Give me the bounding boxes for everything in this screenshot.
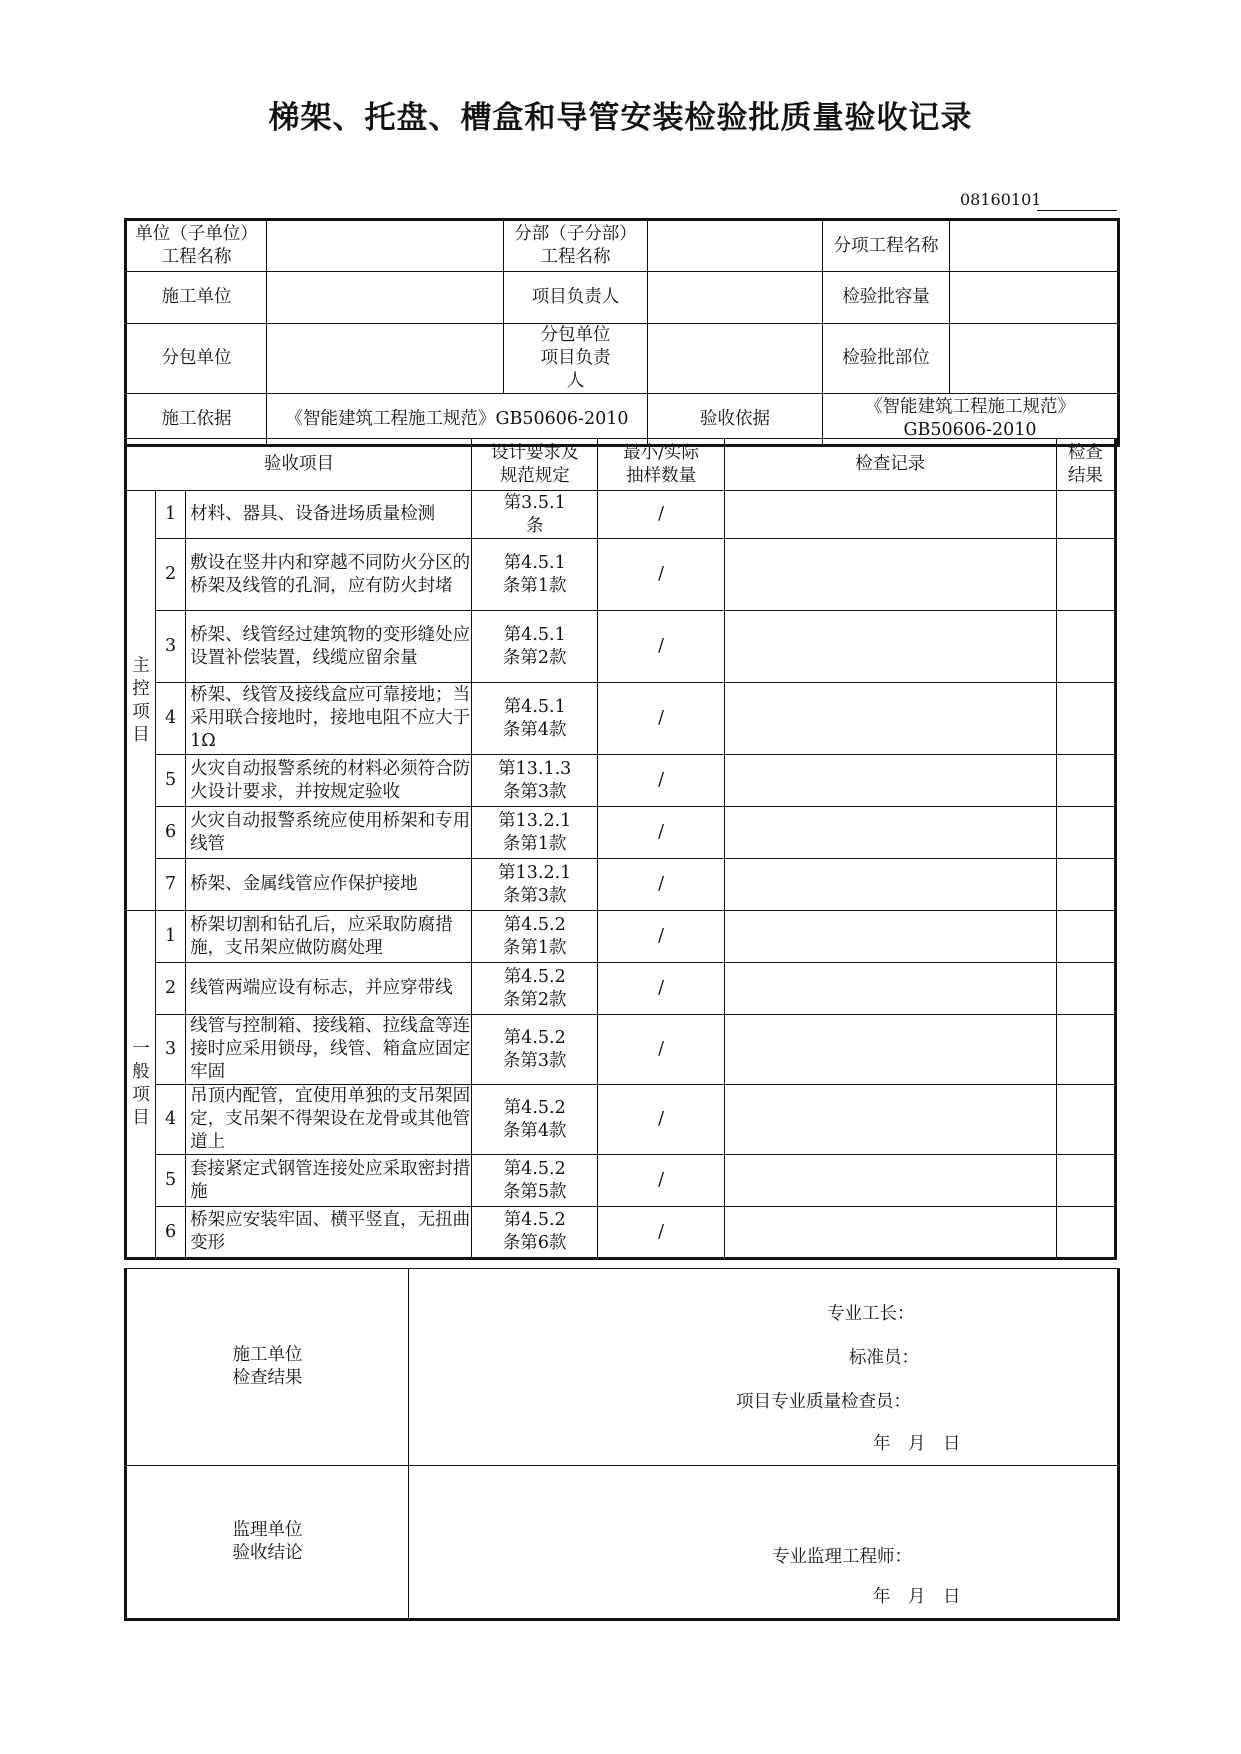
item-clause: 第13.1.3条第3款 (472, 755, 598, 807)
form-code: 08160101 (960, 190, 1042, 209)
contractor-label: 施工单位 (126, 272, 267, 324)
signature-table (124, 1268, 1120, 1621)
item-result[interactable] (1056, 1015, 1115, 1085)
pm-label: 项目负责人 (504, 272, 648, 324)
item-number: 7 (156, 859, 186, 911)
contractor-check-label (126, 1269, 409, 1466)
unit-value[interactable] (267, 220, 504, 272)
col-result-header: 检查结果 (1056, 439, 1115, 491)
item-result[interactable] (1056, 859, 1115, 911)
item-result[interactable] (1056, 911, 1115, 963)
item-result[interactable] (1056, 807, 1115, 859)
general-row (126, 1085, 1116, 1155)
general-row (126, 1155, 1116, 1207)
item-description: 线管两端应设有标志，并应穿带线 (186, 963, 472, 1015)
item-record[interactable] (724, 491, 1056, 539)
item-description: 吊顶内配管，宜使用单独的支吊架固定，支吊架不得架设在龙骨或其他管道上 (186, 1085, 472, 1155)
item-record[interactable] (724, 683, 1056, 755)
contractor-date-label: 年 月 日 (873, 1434, 961, 1454)
supervisor-check-label (126, 1466, 409, 1620)
division-value[interactable] (648, 220, 823, 272)
general-group-label (126, 911, 156, 1259)
capacity-label: 检验批容量 (823, 272, 950, 324)
capacity-value[interactable] (950, 272, 1119, 324)
engineer-label: 专业监理工程师： (772, 1547, 912, 1567)
item-description: 材料、器具、设备进场质量检测 (186, 491, 472, 539)
basis-label: 施工依据 (126, 394, 267, 446)
item-sample: / (598, 491, 724, 539)
item-record[interactable] (724, 611, 1056, 683)
col-sample-header: 最小/实际抽样数量 (598, 439, 724, 491)
item-sample: / (598, 539, 724, 611)
item-result[interactable] (1056, 539, 1115, 611)
item-sample: / (598, 1207, 724, 1259)
main-control-row (126, 539, 1116, 611)
main-control-row (126, 755, 1116, 807)
item-record[interactable] (724, 1155, 1056, 1207)
item-number: 4 (156, 683, 186, 755)
contractor-value[interactable] (267, 272, 504, 324)
item-number: 2 (156, 963, 186, 1015)
item-record[interactable] (724, 859, 1056, 911)
item-clause: 第3.5.1条 (472, 491, 598, 539)
item-clause: 第4.5.1条第4款 (472, 683, 598, 755)
item-record[interactable] (724, 1085, 1056, 1155)
item-sample: / (598, 963, 724, 1015)
item-result[interactable] (1056, 1085, 1115, 1155)
item-sample: / (598, 911, 724, 963)
main-control-group-label (126, 491, 156, 911)
item-clause: 第4.5.1条第2款 (472, 611, 598, 683)
item-sample: / (598, 859, 724, 911)
main-control-row (126, 611, 1116, 683)
item-clause: 第4.5.1条第1款 (472, 539, 598, 611)
sub-pm-label: 分包单位项目负责人 (504, 324, 648, 394)
item-number: 3 (156, 611, 186, 683)
item-description: 桥架切割和钻孔后，应采取防腐措施，支吊架应做防腐处理 (186, 911, 472, 963)
item-clause: 第4.5.2条第3款 (472, 1015, 598, 1085)
subcontractor-label: 分包单位 (126, 324, 267, 394)
header-table (124, 218, 1120, 447)
item-record[interactable] (724, 1015, 1056, 1085)
item-clause: 第4.5.2条第6款 (472, 1207, 598, 1259)
accept-basis-label: 验收依据 (648, 394, 823, 446)
item-result[interactable] (1056, 1155, 1115, 1207)
item-sample: / (598, 1155, 724, 1207)
subitem-value[interactable] (950, 220, 1119, 272)
item-sample: / (598, 755, 724, 807)
item-clause: 第4.5.2条第5款 (472, 1155, 598, 1207)
item-record[interactable] (724, 807, 1056, 859)
item-result[interactable] (1056, 611, 1115, 683)
item-description: 桥架、线管经过建筑物的变形缝处应设置补偿装置，线缆应留余量 (186, 611, 472, 683)
item-record[interactable] (724, 1207, 1056, 1259)
item-result[interactable] (1056, 963, 1115, 1015)
general-row (126, 963, 1116, 1015)
item-number: 1 (156, 911, 186, 963)
division-label: 分部（子分部）工程名称 (504, 220, 648, 272)
code-underline (1037, 210, 1117, 211)
supervisor-date-label: 年 月 日 (873, 1587, 961, 1607)
general-group-label-text: 一般项目 (132, 1039, 150, 1128)
page-title: 梯架、托盘、槽盒和导管安装检验批质量验收记录 (268, 100, 973, 136)
item-clause: 第13.2.1条第3款 (472, 859, 598, 911)
item-number: 1 (156, 491, 186, 539)
foreman-label: 专业工长： (827, 1304, 915, 1324)
item-number: 5 (156, 755, 186, 807)
contractor-check-area[interactable] (409, 1269, 1119, 1466)
supervisor-check-label-text: 监理单位验收结论 (232, 1520, 303, 1563)
subcontractor-value[interactable] (267, 324, 504, 394)
item-record[interactable] (724, 755, 1056, 807)
item-result[interactable] (1056, 755, 1115, 807)
item-record[interactable] (724, 963, 1056, 1015)
item-clause: 第4.5.2条第2款 (472, 963, 598, 1015)
unit-label: 单位（子单位）工程名称 (126, 220, 267, 272)
item-result[interactable] (1056, 491, 1115, 539)
main-control-row (126, 491, 1116, 539)
basis-value: 《智能建筑工程施工规范》GB50606-2010 (267, 394, 648, 446)
general-row (126, 1015, 1116, 1085)
item-description: 桥架、金属线管应作保护接地 (186, 859, 472, 911)
item-sample: / (598, 807, 724, 859)
general-row (126, 911, 1116, 963)
item-sample: / (598, 683, 724, 755)
supervisor-check-area[interactable] (409, 1466, 1119, 1620)
location-label: 检验批部位 (823, 324, 950, 394)
sub-pm-value[interactable] (648, 324, 823, 394)
item-result[interactable] (1056, 1207, 1115, 1259)
main-control-group-label-text: 主控项目 (132, 655, 150, 745)
main-control-row (126, 683, 1116, 755)
contractor-check-label-text: 施工单位检查结果 (232, 1345, 303, 1388)
item-sample: / (598, 1015, 724, 1085)
item-clause: 第13.2.1条第1款 (472, 807, 598, 859)
item-sample: / (598, 1085, 724, 1155)
inspector-label: 项目专业质量检查员： (736, 1392, 911, 1412)
item-number: 2 (156, 539, 186, 611)
accept-basis-value: 《智能建筑工程施工规范》GB50606-2010 (823, 394, 1119, 446)
col-design-header: 设计要求及规范规定 (472, 439, 598, 491)
pm-value[interactable] (648, 272, 823, 324)
col-record-header: 检查记录 (724, 439, 1056, 491)
item-number: 4 (156, 1085, 186, 1155)
item-clause: 第4.5.2条第4款 (472, 1085, 598, 1155)
item-sample: / (598, 611, 724, 683)
col-item-header: 验收项目 (126, 439, 472, 491)
item-record[interactable] (724, 539, 1056, 611)
standard-label: 标准员： (849, 1348, 919, 1368)
item-description: 线管与控制箱、接线箱、拉线盒等连接时应采用锁母，线管、箱盒应固定牢固 (186, 1015, 472, 1085)
main-control-row (126, 807, 1116, 859)
item-number: 6 (156, 807, 186, 859)
item-result[interactable] (1056, 683, 1115, 755)
inspection-table (124, 438, 1117, 1260)
item-clause: 第4.5.2条第1款 (472, 911, 598, 963)
item-number: 5 (156, 1155, 186, 1207)
item-record[interactable] (724, 911, 1056, 963)
item-number: 6 (156, 1207, 186, 1259)
item-description: 桥架应安装牢固、横平竖直，无扭曲变形 (186, 1207, 472, 1259)
subitem-label: 分项工程名称 (823, 220, 950, 272)
item-number: 3 (156, 1015, 186, 1085)
location-value[interactable] (950, 324, 1119, 394)
item-description: 套接紧定式钢管连接处应采取密封措施 (186, 1155, 472, 1207)
item-description: 桥架、线管及接线盒应可靠接地；当采用联合接地时，接地电阻不应大于1Ω (186, 683, 472, 755)
item-description: 火灾自动报警系统的材料必须符合防火设计要求，并按规定验收 (186, 755, 472, 807)
main-control-row (126, 859, 1116, 911)
general-row (126, 1207, 1116, 1259)
item-description: 火灾自动报警系统应使用桥架和专用线管 (186, 807, 472, 859)
item-description: 敷设在竖井内和穿越不同防火分区的桥架及线管的孔洞，应有防火封堵 (186, 539, 472, 611)
